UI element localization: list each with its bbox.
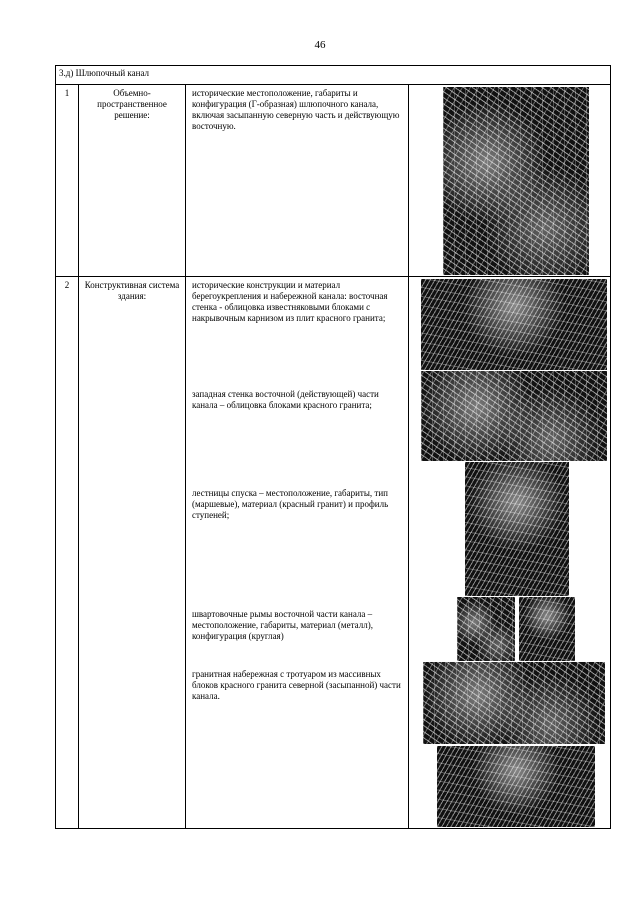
row-description <box>186 85 409 277</box>
canal-photo <box>443 87 589 275</box>
embankment-photo <box>423 662 605 744</box>
mooring-ring-photo <box>519 597 575 661</box>
photo-cell <box>409 277 611 829</box>
section-title: 3.д) Шлюпочный канал <box>56 66 611 85</box>
east-wall-photo <box>421 279 607 370</box>
description-paragraph: исторические конструкции и материал берегоукрепления и набережной канала: восточная стенка - облицовка известняковыми блоками с накрывочным карнизом из плит красного гранита; <box>192 280 388 323</box>
row-name: Объемно-пространственное решение: <box>79 85 186 277</box>
description-paragraph: западная стенка восточной (действующей) части канала – облицовка блоками красного гранита; <box>192 389 379 410</box>
row-description <box>186 277 409 829</box>
row-number: 2 <box>56 277 79 829</box>
description-paragraph: швартовочные рымы восточной части канала – местоположение, габариты, материал (металл), конфигурация (круглая) <box>192 609 373 641</box>
table-row <box>56 85 611 277</box>
row-name: Конструктивная система здания: <box>79 277 186 829</box>
stairs-photo <box>465 462 569 596</box>
west-wall-photo <box>421 371 607 461</box>
description-paragraph: гранитная набережная с тротуаром из массивных блоков красного гранита северной (засыпанной) части канала. <box>192 669 401 701</box>
description-paragraph: исторические местоположение, габариты и конфигурация (Г-образная) шлюпочного канала, включая засыпанную северную часть и действующую восточную. <box>192 88 400 131</box>
mooring-ring-photo <box>457 597 515 661</box>
row-number: 1 <box>56 85 79 277</box>
photo-cell <box>409 85 611 277</box>
table-row <box>56 277 611 829</box>
document-table <box>55 65 611 829</box>
page-number: 46 <box>314 39 326 51</box>
description-paragraph: лестницы спуска – местоположение, габариты, тип (маршевые), материал (красный гранит) и профиль ступеней; <box>192 488 389 520</box>
embankment-photo <box>437 746 595 827</box>
